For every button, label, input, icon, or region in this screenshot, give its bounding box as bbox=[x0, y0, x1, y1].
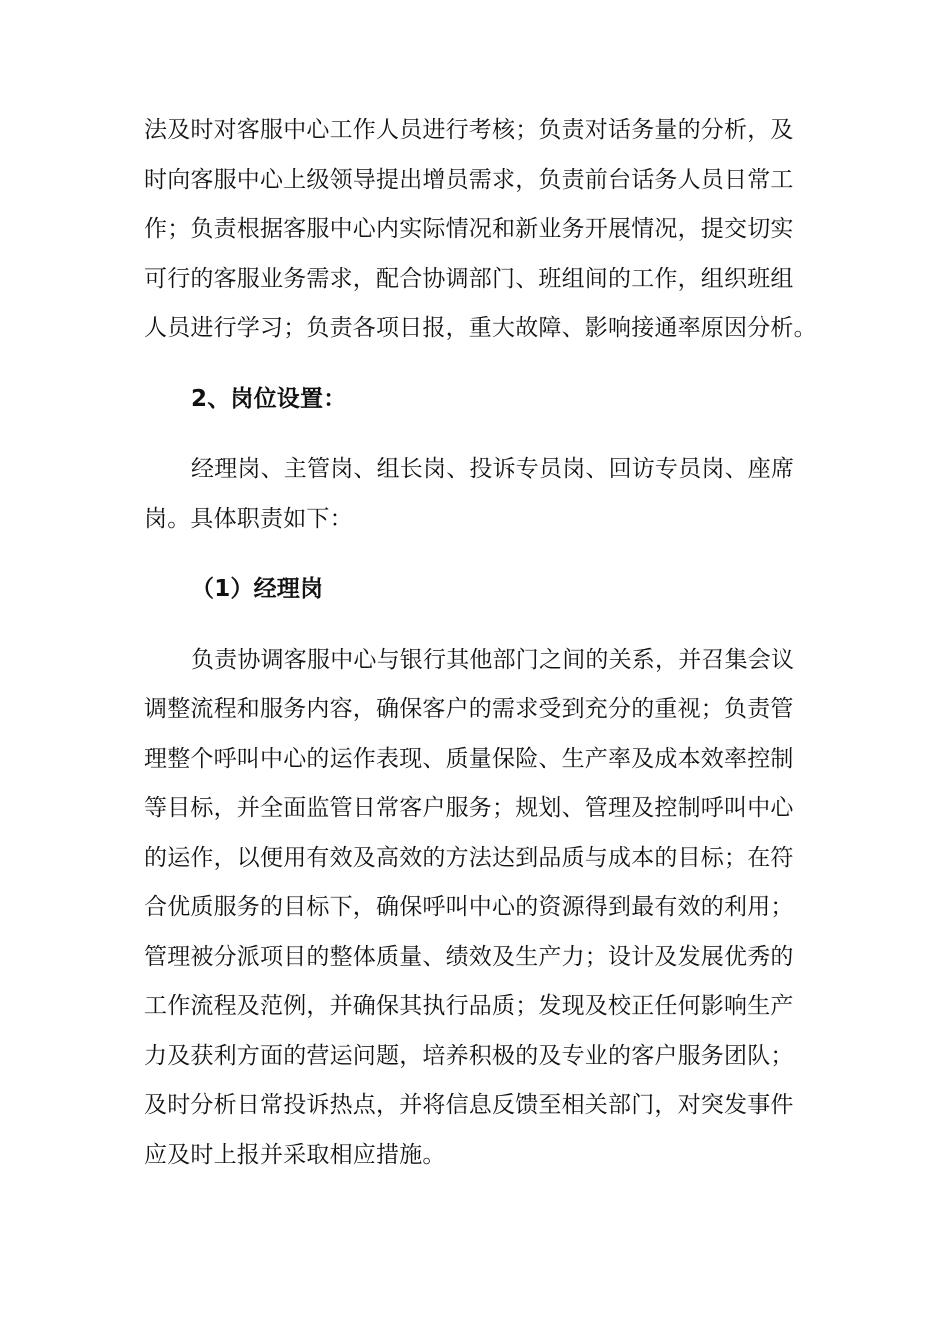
text-line: 岗。具体职责如下： bbox=[144, 505, 353, 532]
text-line: 管理被分派项目的整体质量、绩效及生产力；设计及发展优秀的 bbox=[144, 943, 794, 970]
text-line: 时向客服中心上级领导提出增员需求，负责前台话务人员日常工 bbox=[144, 166, 794, 193]
text-line: 合优质服务的目标下，确保呼叫中心的资源得到最有效的利用； bbox=[144, 894, 794, 920]
text-line: 负责协调客服中心与银行其他部门之间的关系，并召集会议 bbox=[191, 646, 795, 673]
paragraph-position-list bbox=[144, 445, 810, 544]
section-heading-position-setup: 2、岗位设置： bbox=[191, 385, 347, 412]
document-page bbox=[144, 106, 817, 1180]
text-line: 可行的客服业务需求，配合协调部门、班组间的工作，组织班组 bbox=[144, 265, 794, 292]
text-line: 法及时对客服中心工作人员进行考核；负责对话务量的分析，及 bbox=[144, 117, 794, 143]
text-line: 调整流程和服务内容，确保客户的需求受到充分的重视；负责管 bbox=[144, 696, 794, 722]
text-line: 及时分析日常投诉热点，并将信息反馈至相关部门，对突发事件 bbox=[144, 1092, 794, 1118]
text-line: 的运作，以便用有效及高效的方法达到品质与成本的目标；在符 bbox=[144, 844, 794, 871]
text-line: 理整个呼叫中心的运作表现、质量保险、生产率及成本效率控制 bbox=[144, 745, 794, 772]
text-line: 经理岗、主管岗、组长岗、投诉专员岗、回访专员岗、座席 bbox=[191, 456, 795, 482]
text-line: 作；负责根据客服中心内实际情况和新业务开展情况，提交切实 bbox=[144, 216, 794, 242]
text-line: 人员进行学习；负责各项日报，重大故障、影响接通率原因分析。 bbox=[144, 315, 817, 341]
text-line: 等目标，并全面监管日常客户服务；规划、管理及控制呼叫中心 bbox=[144, 795, 794, 821]
paragraph-manager-duties bbox=[144, 636, 810, 1181]
text-line: 工作流程及范例，并确保其执行品质；发现及校正任何影响生产 bbox=[144, 993, 794, 1019]
subsection-heading-manager: （1）经理岗 bbox=[191, 576, 324, 602]
paragraph-duties-continued bbox=[144, 106, 817, 354]
text-line: 力及获利方面的营运问题，培养积极的及专业的客户服务团队； bbox=[144, 1042, 794, 1069]
text-line: 应及时上报并采取相应措施。 bbox=[144, 1141, 446, 1168]
